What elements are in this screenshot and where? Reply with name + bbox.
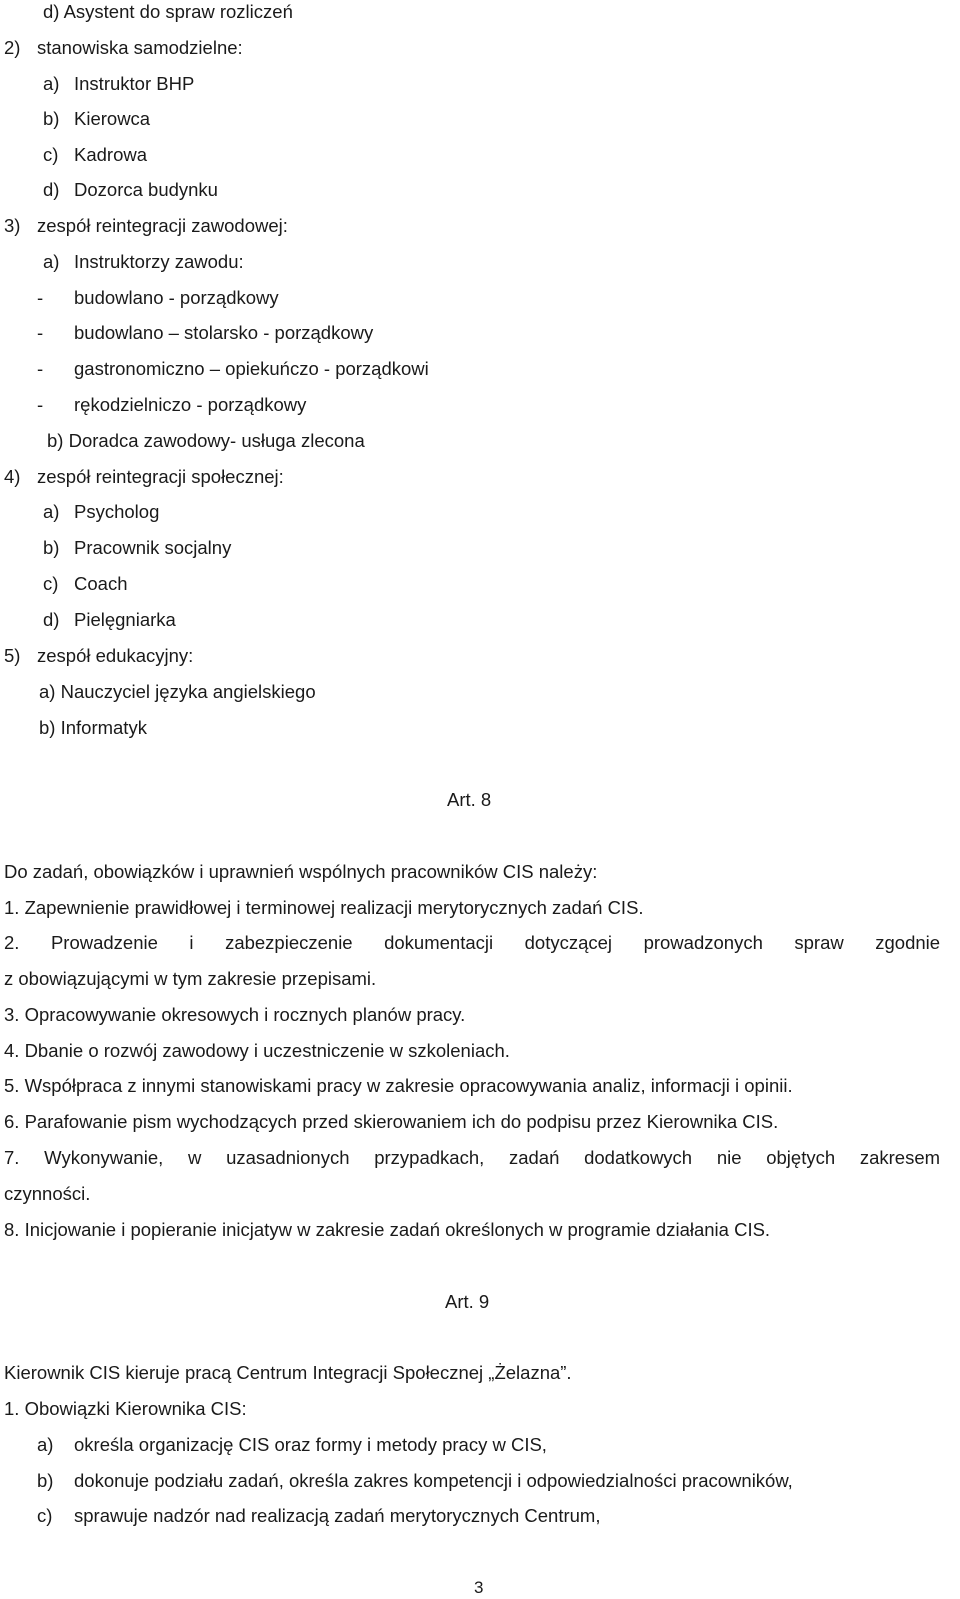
list-item-reintegracja-zawodowa: zespół reintegracji zawodowej: [37,215,288,236]
article-8-point-2-continuation: z obowiązującymi w tym zakresie przepisami. [4,968,377,989]
word: zabezpieczenie [225,932,353,953]
word: 2. [4,932,20,953]
list-number: 2) [4,37,21,58]
list-marker: b) [43,108,60,129]
word: uzasadnionych [226,1147,350,1168]
list-item-reintegracja-spoleczna: zespół reintegracji społecznej: [37,466,284,487]
word: nie [716,1147,742,1168]
article-8-point-4: 4. Dbanie o rozwój zawodowy i uczestniczenie w szkoleniach. [4,1040,510,1061]
word: objętych [766,1147,836,1168]
list-marker: c) [43,144,59,165]
article-9-heading: Art. 9 [445,1291,490,1312]
list-item-instruktorzy: Instruktorzy zawodu: [74,251,244,272]
list-item-informatyk: b) Informatyk [39,717,147,738]
article-8-point-5: 5. Współpraca z innymi stanowiskami pracy w zakresie opracowywania analiz, informacji i opinii. [4,1075,793,1096]
list-item-zespol-edukacyjny: zespół edukacyjny: [37,645,194,666]
list-number: 4) [4,466,21,487]
list-item-dozorca: Dozorca budynku [74,179,218,200]
article-8-point-3: 3. Opracowywanie okresowych i rocznych planów pracy. [4,1004,466,1025]
list-marker: b) [37,1470,54,1491]
word: dotyczącej [524,932,613,953]
dash-marker: - [37,394,44,415]
list-item-instruktor-bhp: Instruktor BHP [74,73,195,94]
list-item-pielegniarka: Pielęgniarka [74,609,176,630]
word: zakresem [859,1147,941,1168]
list-item-pracownik-socjalny: Pracownik socjalny [74,537,232,558]
list-item-psycholog: Psycholog [74,501,160,522]
list-item-stanowiska: stanowiska samodzielne: [37,37,243,58]
article-9-subsection-1: 1. Obowiązki Kierownika CIS: [4,1398,247,1419]
list-item-kadrowa: Kadrowa [74,144,148,165]
list-item-doradca: b) Doradca zawodowy- usługa zlecona [47,430,365,451]
word: spraw [794,932,844,953]
article-9-duty-a: określa organizację CIS oraz formy i metody pracy w CIS, [74,1434,547,1455]
list-item-coach: Coach [74,573,128,594]
word: Prowadzenie [50,932,158,953]
dash-marker: - [37,287,44,308]
list-marker: a) [43,501,60,522]
list-number: 3) [4,215,21,236]
list-marker: a) [37,1434,54,1455]
list-marker: c) [43,573,59,594]
article-9-intro: Kierownik CIS kieruje pracą Centrum Integracji Społecznej „Żelazna”. [4,1362,572,1383]
dash-marker: - [37,358,44,379]
word: dodatkowych [584,1147,693,1168]
list-item-budowlano-stolarsko: budowlano – stolarsko - porządkowy [74,322,374,343]
article-8-point-1: 1. Zapewnienie prawidłowej i terminowej realizacji merytorycznych zadań CIS. [4,897,644,918]
list-marker: a) [43,73,60,94]
word: 7. [4,1147,20,1168]
list-marker: d) [43,179,60,200]
article-9-duty-b: dokonuje podziału zadań, określa zakres kompetencji i odpowiedzialności pracowników, [74,1470,793,1491]
word: przypadkach, [374,1147,485,1168]
dash-marker: - [37,322,44,343]
word: prowadzonych [643,932,763,953]
article-8-point-2 [4,931,940,955]
list-number: 5) [4,645,21,666]
article-8-point-7-continuation: czynności. [4,1183,91,1204]
article-8-intro: Do zadań, obowiązków i uprawnień wspólnych pracowników CIS należy: [4,861,598,882]
article-9-duty-c: sprawuje nadzór nad realizacją zadań merytorycznych Centrum, [74,1505,601,1526]
list-marker: a) [43,251,60,272]
word: w [187,1147,202,1168]
list-marker: d) [43,609,60,630]
list-marker: c) [37,1505,53,1526]
article-8-heading: Art. 8 [447,789,492,810]
article-8-point-6: 6. Parafowanie pism wychodzących przed skierowaniem ich do podpisu przez Kierownika CIS. [4,1111,779,1132]
list-item-nauczyciel: a) Nauczyciel języka angielskiego [39,681,316,702]
page-number: 3 [474,1578,484,1597]
list-item-asystent: d) Asystent do spraw rozliczeń [43,1,293,22]
list-item-gastronomiczno: gastronomiczno – opiekuńczo - porządkowi [74,358,429,379]
word: zgodnie [875,932,941,953]
word: zadań [508,1147,560,1168]
list-item-budowlano: budowlano - porządkowy [74,287,279,308]
list-item-rekodzielniczo: rękodzielniczo - porządkowy [74,394,307,415]
word: Wykonywanie, [44,1147,164,1168]
word: dokumentacji [384,932,494,953]
article-8-point-8: 8. Inicjowanie i popieranie inicjatyw w zakresie zadań określonych w programie działania CIS. [4,1219,771,1240]
list-item-kierowca: Kierowca [74,108,151,129]
article-8-point-7 [4,1146,940,1170]
list-marker: b) [43,537,60,558]
word: i [189,932,194,953]
